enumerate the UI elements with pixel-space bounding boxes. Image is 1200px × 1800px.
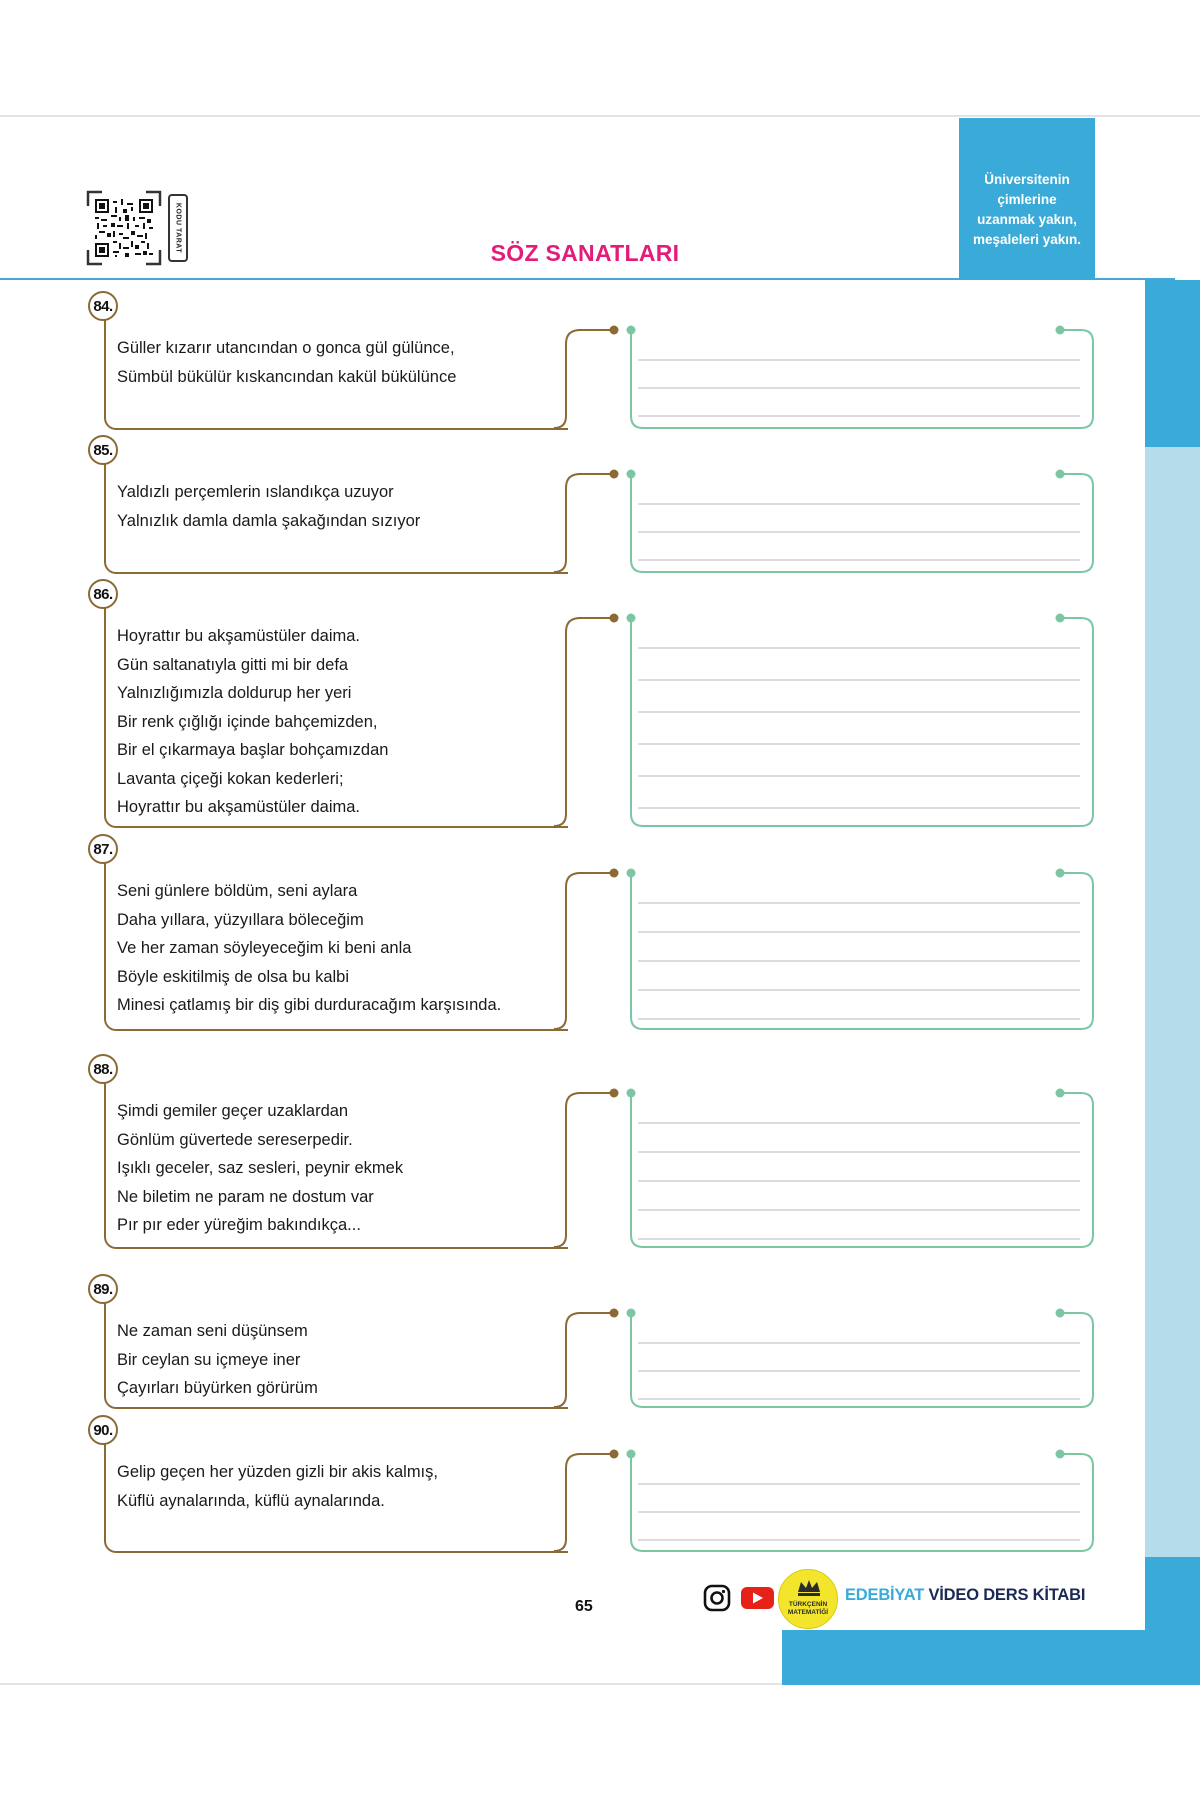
connector-dot [610,470,619,479]
instagram-icon [705,1586,729,1610]
question-number: 87. [88,834,118,864]
poem-line: Çayırları büyürken görürüm [117,1379,318,1397]
answer-box-dot [627,869,636,878]
answer-box [631,1313,1093,1407]
poem-line: Seni günlere böldüm, seni aylara [117,882,358,900]
poem-line: Pır pır eder yüreğim bakındıkça... [117,1216,361,1234]
poem-line: Böyle eskitilmiş de olsa bu kalbi [117,967,350,986]
logo-line1: TÜRKÇENİN [788,1601,828,1608]
publisher-logo [778,1569,838,1629]
connector-dot [610,1450,619,1459]
answer-box [631,618,1093,826]
poem-line: Minesi çatlamış bir diş gibi durduracağım karşısında. [117,996,502,1014]
answer-box [631,330,1093,428]
connector-dot [610,614,619,623]
answer-box-dot [1056,614,1065,623]
page-number: 65 [575,1598,593,1615]
answer-box-dot [1056,869,1065,878]
motto-line: uzanmak yakın, [977,212,1077,227]
connector-dot [610,869,619,878]
question-number: 90. [88,1415,118,1445]
question-number: 88. [88,1054,118,1084]
poem-line: Bir el çıkarmaya başlar bohçamızdan [117,741,389,759]
poem-line: Bir renk çığlığı içinde bahçemizden, [117,712,378,731]
poem-line: Hoyrattır bu akşamüstüler daima. [117,627,361,645]
connector-dot [610,326,619,335]
answer-box [631,474,1093,572]
poem-line: Ve her zaman söyleyeceğim ki beni anla [117,939,412,957]
question-number: 85. [88,435,118,465]
poem-line: Işıklı geceler, saz sesleri, peynir ekmek [117,1159,404,1177]
motto-line: çimlerine [997,192,1057,207]
poem-line: Hoyrattır bu akşamüstüler daima. [117,798,361,816]
poem-line: Gelip geçen her yüzden gizli bir akis kalmış, [117,1463,438,1481]
connector-dot [610,1309,619,1318]
youtube-icon [741,1587,774,1609]
answer-box-dot [1056,470,1065,479]
answer-box-dot [1056,326,1065,335]
motto-line: meşaleleri yakın. [972,232,1082,247]
book-title [845,1586,1085,1605]
scan-label: KODU TARAT [174,202,182,254]
answer-box [631,1454,1093,1551]
answer-box-dot [627,470,636,479]
question-number: 89. [88,1274,118,1304]
poem-line: Şimdi gemiler geçer uzaklardan [117,1102,349,1120]
poem-line: Bir ceylan su içmeye iner [117,1350,301,1369]
poem-line: Lavanta çiçeği kokan kederleri; [117,769,344,788]
poem-line: Yalnızlık damla damla şakağından sızıyor [117,511,421,530]
book-title-rest: VİDEO DERS KİTABI [924,1586,1086,1604]
poem-line: Ne biletim ne param ne dostum var [117,1187,374,1206]
question-number: 86. [88,579,118,609]
answer-box [631,873,1093,1029]
poem-line: Küflü aynalarında, küflü aynalarında. [117,1491,385,1510]
answer-box-dot [627,326,636,335]
poem-line: Gün saltanatıyla gitti mi bir defa [117,655,349,674]
crown-icon [779,1570,839,1630]
social-icons [703,1584,775,1612]
connector-dot [610,1089,619,1098]
answer-box-dot [1056,1309,1065,1318]
poem-line: Daha yıllara, yüzyıllara böleceğim [117,910,364,929]
motto-line: Üniversitenin [984,172,1070,187]
poem-line: Yaldızlı perçemlerin ıslandıkça uzuyor [117,483,394,501]
poem-line: Gönlüm güvertede sereserpedir. [117,1130,353,1149]
logo-line2: MATEMATİĞİ [787,1609,829,1616]
page-title: SÖZ SANATLARI [490,240,680,266]
answer-box [631,1093,1093,1247]
answer-box-dot [627,1089,636,1098]
answer-box-dot [627,1309,636,1318]
answer-box-dot [627,1450,636,1459]
answer-box-dot [627,614,636,623]
question-number: 84. [88,291,118,321]
poem-line: Güller kızarır utancından o gonca gül gülünce, [117,339,455,357]
answer-box-dot [1056,1450,1065,1459]
poem-line: Yalnızlığımızla doldurup her yeri [117,684,352,702]
book-title-accent: EDEBİYAT [845,1586,925,1604]
poem-line: Ne zaman seni düşünsem [117,1322,308,1340]
answer-box-dot [1056,1089,1065,1098]
poem-line: Sümbül bükülür kıskancından kakül bükülünce [117,367,457,386]
